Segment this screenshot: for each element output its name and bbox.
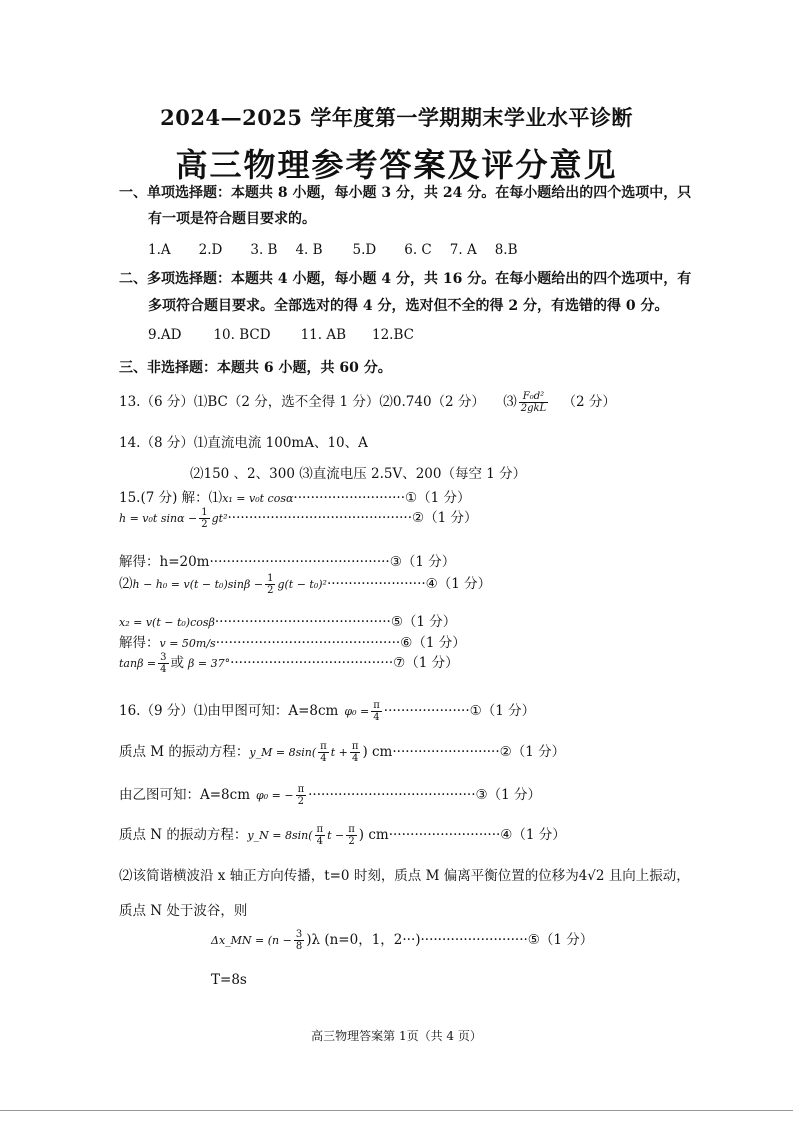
q15-eq4-end: g(t − t₀)² — [277, 578, 327, 591]
q16-eq2-mid: t + — [330, 746, 348, 759]
q16-eq7: Δx_MN = (n − — [211, 934, 292, 947]
section1-heading-line2: 有一项是符合题目要求的。 — [148, 211, 316, 227]
q16-eq4-frac-a-den: 4 — [316, 836, 323, 847]
q16-line8: T=8s — [211, 972, 247, 988]
q16-eq2-end: ) cm — [362, 744, 393, 760]
q16-line1-tail: ····················①（1 分） — [383, 703, 536, 719]
q16-eq7-frac-num: 3 — [295, 929, 303, 940]
q16-line6: 质点 N 处于波谷，则 — [119, 903, 248, 919]
answer-1: 1.A — [148, 242, 171, 258]
q13-part3: ⑶ — [503, 394, 517, 410]
answer-5: 5.D — [352, 242, 377, 258]
q15-line2 — [119, 506, 478, 530]
answer-11: 11. AB — [300, 327, 346, 343]
q16-eq4-end: ) cm — [358, 827, 389, 843]
q16-eq4-frac-b-num: π — [348, 824, 355, 835]
q15-line5-tail: ·········································⑤（1 分） — [214, 614, 457, 630]
q15-eq4-frac-den: 2 — [267, 585, 274, 596]
q16-eq2-frac-b-num: π — [351, 741, 359, 752]
q16-line4-tail: ··························④（1 分） — [388, 827, 566, 843]
q13-frac-num: F₀d² — [519, 391, 548, 403]
q15-eq6: v = 50m/s — [159, 637, 216, 650]
answer-7: 7. A — [449, 242, 477, 258]
q15-line1-tail: ··························①（1 分） — [293, 490, 471, 506]
q15-eq5: x₂ = v(t − t₀)cosβ — [119, 616, 215, 629]
q16-line7 — [211, 928, 593, 952]
bottom-rule — [0, 1110, 793, 1111]
q16-line7-tail: ·························⑤（1 分） — [420, 932, 594, 948]
q15-line6 — [119, 631, 466, 651]
q16-line1-prefix: 16.（9 分）⑴由甲图可知：A=8cm — [119, 703, 339, 719]
q15-eq2-end: gt² — [211, 512, 228, 525]
q16-eq1: φ₀ = — [344, 705, 370, 718]
q16-eq4-mid: t − — [327, 829, 345, 842]
section1-heading-line1: 一、单项选择题：本题共 8 小题，每小题 3 分，共 24 分。在每小题给出的四个选项中，只 — [119, 185, 692, 201]
answer-9: 9.AD — [148, 327, 182, 343]
q16-eq2-frac-b-den: 4 — [351, 753, 359, 764]
answer-6: 6. C — [404, 242, 432, 258]
q16-eq2: y_M = 8sin( — [249, 746, 317, 759]
answer-12: 12.BC — [372, 327, 414, 343]
q15-eq4-frac-num: 1 — [267, 573, 274, 584]
q15-line2-tail: ···········································②（1 分） — [227, 510, 478, 526]
q16-eq4-frac-a-num: π — [316, 824, 324, 835]
section2-answers — [148, 327, 442, 343]
q16-eq4-fraction-b — [346, 824, 357, 847]
q16-eq2-frac-a-num: π — [320, 741, 327, 752]
q15-line6-prefix: 解得： — [119, 635, 160, 651]
q15-eq7-or: 或 — [170, 655, 185, 671]
q16-line4 — [119, 823, 566, 847]
q16-eq2-fraction-a — [318, 741, 329, 764]
q15-line3: 解得：h=20m··········································③（1 分） — [119, 554, 456, 570]
q15-eq2: h = v₀t sinα − — [119, 512, 198, 525]
q16-line3 — [119, 783, 541, 807]
answer-3: 3. B — [250, 242, 278, 258]
q16-eq4-fraction-a — [315, 824, 326, 847]
q15-line6-tail: ···········································⑥（1 分） — [215, 635, 466, 651]
answer-10: 10. BCD — [213, 327, 271, 343]
answer-8: 8.B — [494, 242, 518, 258]
q16-eq1-frac-num: π — [373, 700, 380, 711]
q16-eq2-frac-a-den: 4 — [320, 753, 327, 764]
q16-eq3-fraction — [296, 784, 307, 807]
q15-eq7-frac-den: 4 — [160, 664, 167, 675]
q16-eq1-fraction — [371, 700, 382, 723]
q14-line1: 14.（8 分）⑴直流电流 100mA、10、A — [119, 435, 368, 451]
q15-line4-tail: ·······················④（1 分） — [326, 576, 492, 592]
section3-heading: 三、非选择题：本题共 6 小题，共 60 分。 — [119, 360, 392, 376]
q16-eq7-frac-den: 8 — [295, 941, 303, 952]
q16-eq3-frac-num: π — [297, 784, 305, 795]
q15-line1-prefix: 15.(7 分) 解：⑴ — [119, 490, 223, 506]
q16-eq2-fraction-b — [350, 741, 361, 764]
q16-line3-prefix: 由乙图可知：A=8cm — [119, 787, 251, 803]
q16-eq4: y_N = 8sin( — [247, 829, 313, 842]
q16-line4-prefix: 质点 N 的振动方程： — [119, 827, 248, 843]
answer-2: 2.D — [198, 242, 223, 258]
q16-eq4-frac-b-den: 2 — [348, 836, 355, 847]
q13-fraction — [519, 391, 548, 414]
q15-eq2-frac-den: 2 — [201, 519, 208, 530]
page-footer: 高三物理答案第 1页（共 4 页） — [311, 1029, 482, 1043]
q15-eq2-frac-num: 1 — [201, 507, 208, 518]
section2-heading-line2: 多项符合题目要求。全部选对的得 4 分，选对但不全的得 2 分，有选错的得 0 分。 — [148, 298, 669, 314]
q15-eq7-end: β = 37° — [188, 657, 231, 670]
q15-line7 — [119, 651, 459, 675]
q16-line2-prefix: 质点 M 的振动方程： — [119, 744, 250, 760]
q15-eq4: h − h₀ = v(t − t₀)sinβ − — [132, 578, 264, 591]
q16-line1 — [119, 699, 535, 723]
q16-eq3: φ₀ = − — [256, 789, 294, 802]
q15-line5 — [119, 610, 456, 630]
q16-eq3-frac-den: 2 — [297, 796, 305, 807]
q13-frac-den: 2gkL — [520, 403, 547, 414]
q15-line1 — [119, 486, 470, 506]
q15-eq2-fraction — [199, 507, 209, 530]
q16-line2-tail: ·························②（1 分） — [392, 744, 566, 760]
section1-answers — [148, 242, 546, 258]
q16-eq7-end: )λ (n=0，1，2···) — [306, 932, 421, 948]
q13-prefix: 13.（6 分）⑴BC（2 分，选不全得 1 分）⑵0.740（2 分） — [119, 394, 485, 410]
q15-line7-tail: ······································⑦（1 分） — [230, 655, 459, 671]
q13-score: （2 分） — [562, 394, 616, 410]
q15-eq1: x₁ = v₀t cosα — [222, 492, 294, 505]
answer-4: 4. B — [295, 242, 323, 258]
q15-eq4-fraction — [265, 573, 275, 596]
q13-line — [119, 390, 616, 414]
q14-line2: ⑵150 、2、300 ⑶直流电压 2.5V、200（每空 1 分） — [190, 466, 527, 482]
q15-eq7-fraction — [158, 652, 168, 675]
q15-line4-prefix: ⑵ — [119, 576, 133, 592]
q16-line2 — [119, 740, 565, 764]
q15-eq7: tanβ = — [119, 657, 157, 670]
exam-title-line2: 高三物理参考答案及评分意见 — [175, 146, 618, 184]
q16-eq7-fraction — [294, 929, 304, 952]
q16-eq1-frac-den: 4 — [373, 712, 380, 723]
exam-title-line1: 2024—2025 学年度第一学期期末学业水平诊断 — [160, 105, 633, 130]
q16-line5: ⑵该简谐横波沿 x 轴正方向传播，t=0 时刻，质点 M 偏离平衡位置的位移为4√2 且向上振动， — [119, 868, 690, 884]
section2-heading-line1: 二、多项选择题：本题共 4 小题，每小题 4 分，共 16 分。在每小题给出的四个选项中，有 — [119, 271, 692, 287]
q15-eq7-frac-num: 3 — [160, 652, 167, 663]
q15-line4 — [119, 572, 491, 596]
q16-line3-tail: ·······································③（1 分） — [308, 787, 541, 803]
